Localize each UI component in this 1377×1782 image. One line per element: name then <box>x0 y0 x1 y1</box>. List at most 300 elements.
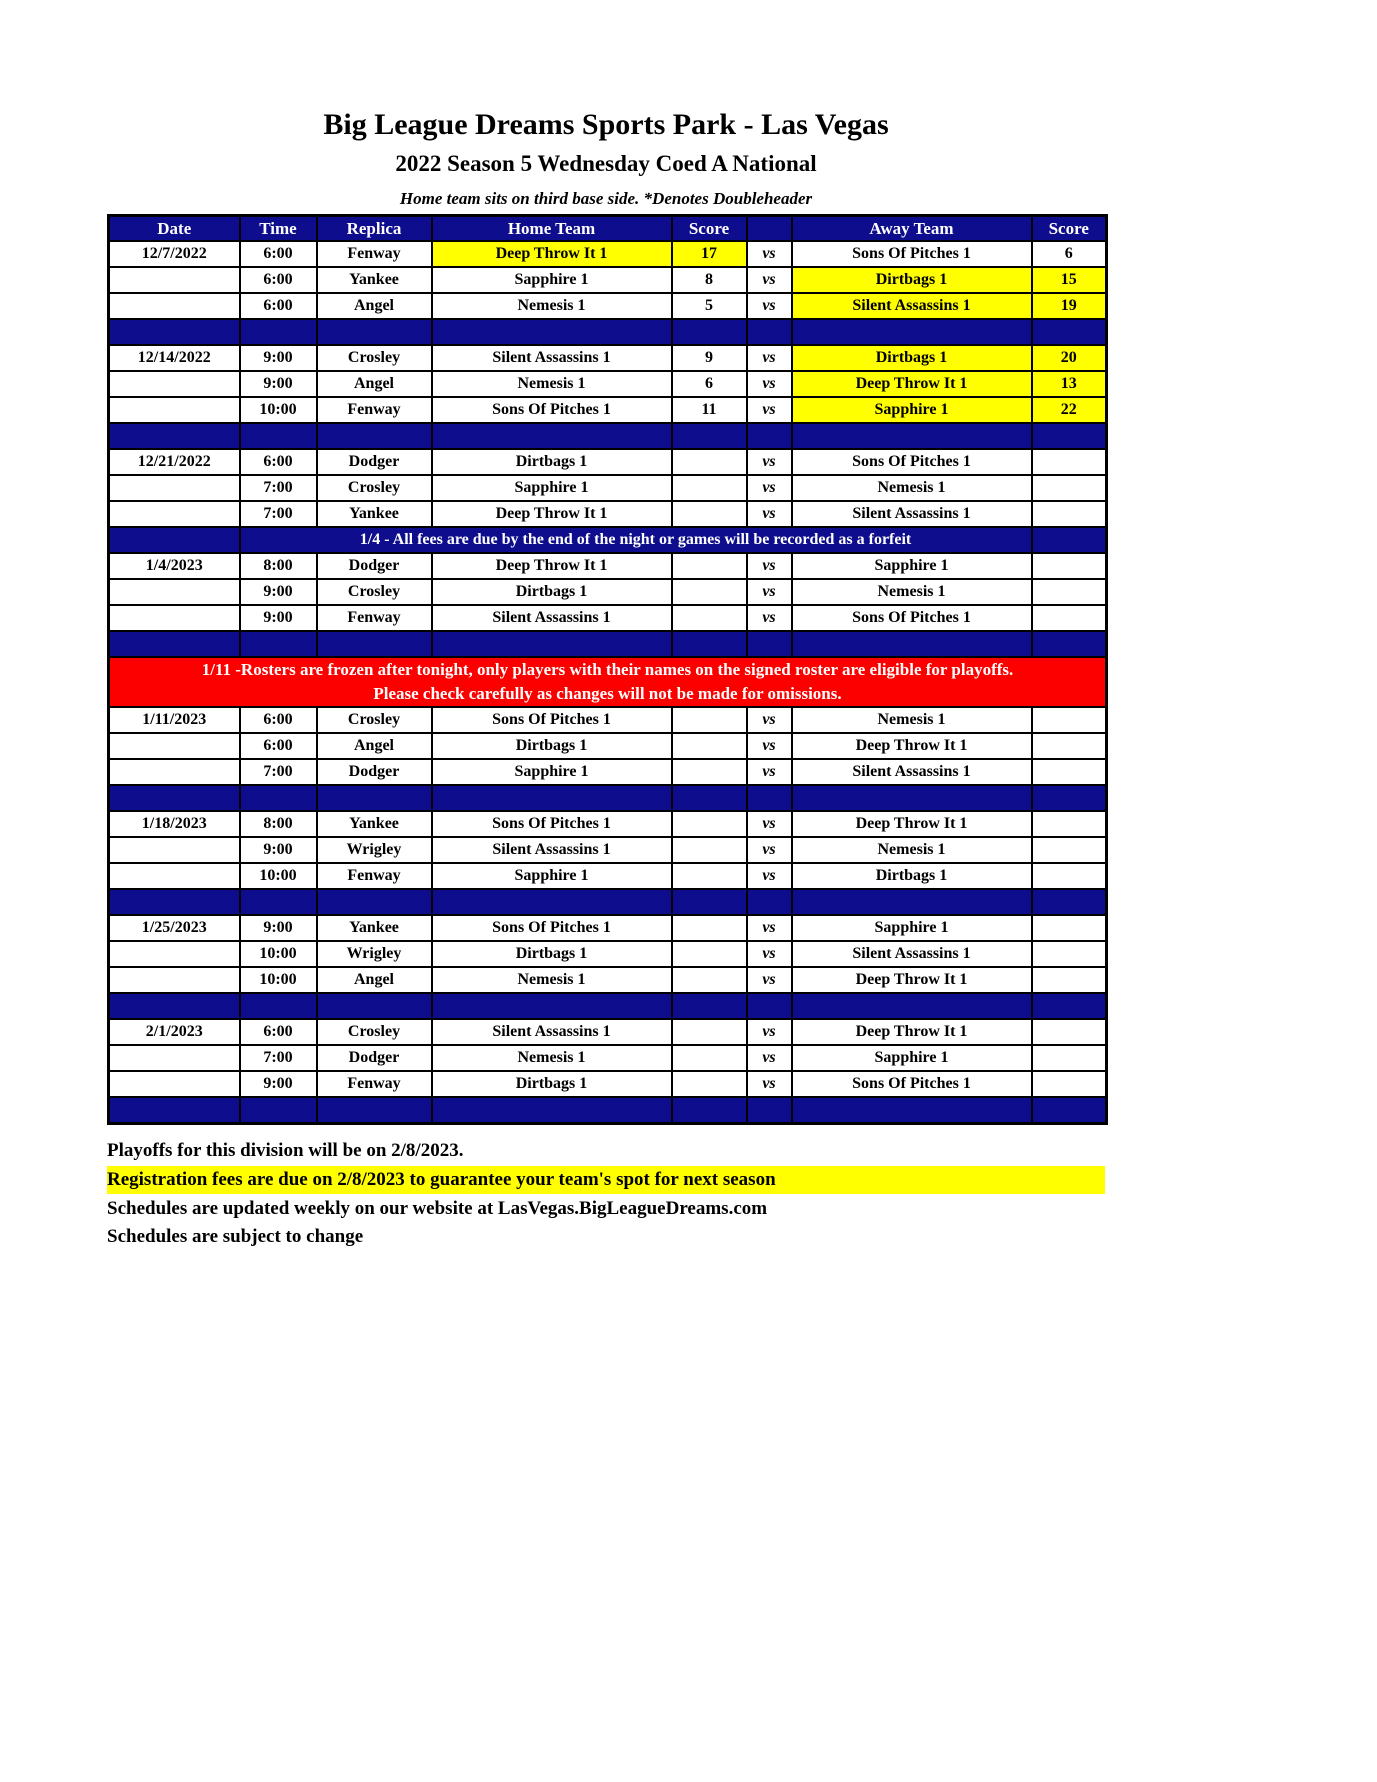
away-team-cell: Nemesis 1 <box>792 837 1032 863</box>
separator-row <box>109 1097 1107 1124</box>
date-cell <box>109 293 240 319</box>
vs-cell: vs <box>747 397 792 423</box>
home-team-cell: Sons Of Pitches 1 <box>432 915 672 941</box>
game-row <box>109 267 1107 293</box>
away-score-cell <box>1032 863 1107 889</box>
game-row <box>109 1045 1107 1071</box>
separator-row <box>109 319 1107 345</box>
game-row <box>109 733 1107 759</box>
time-cell: 7:00 <box>240 1045 317 1071</box>
home-score-cell <box>672 941 747 967</box>
vs-cell: vs <box>747 449 792 475</box>
away-score-cell: 15 <box>1032 267 1107 293</box>
replica-cell: Fenway <box>317 605 432 631</box>
home-score-cell <box>672 605 747 631</box>
away-team-cell: Sons Of Pitches 1 <box>792 605 1032 631</box>
separator-cell <box>317 631 432 657</box>
separator-cell <box>747 631 792 657</box>
time-cell: 6:00 <box>240 449 317 475</box>
home-score-cell <box>672 707 747 733</box>
replica-cell: Yankee <box>317 811 432 837</box>
game-row <box>109 579 1107 605</box>
home-team-cell: Nemesis 1 <box>432 1045 672 1071</box>
notice-row-red <box>109 657 1107 707</box>
home-team-cell: Silent Assassins 1 <box>432 837 672 863</box>
time-cell: 9:00 <box>240 579 317 605</box>
time-cell: 8:00 <box>240 811 317 837</box>
home-team-cell: Sons Of Pitches 1 <box>432 397 672 423</box>
replica-cell: Fenway <box>317 1071 432 1097</box>
home-score-cell <box>672 1071 747 1097</box>
replica-cell: Wrigley <box>317 941 432 967</box>
away-score-cell <box>1032 449 1107 475</box>
game-row <box>109 837 1107 863</box>
notice-text <box>109 657 1107 707</box>
time-cell: 6:00 <box>240 707 317 733</box>
separator-cell <box>1032 1097 1107 1124</box>
separator-cell <box>109 319 240 345</box>
replica-cell: Crosley <box>317 1019 432 1045</box>
away-team-cell: Deep Throw It 1 <box>792 733 1032 759</box>
time-cell: 10:00 <box>240 941 317 967</box>
vs-cell: vs <box>747 1019 792 1045</box>
separator-cell <box>1032 319 1107 345</box>
time-cell: 9:00 <box>240 1071 317 1097</box>
game-row <box>109 345 1107 371</box>
date-cell: 1/11/2023 <box>109 707 240 733</box>
away-team-cell: Nemesis 1 <box>792 579 1032 605</box>
separator-cell <box>240 319 317 345</box>
date-cell: 1/4/2023 <box>109 553 240 579</box>
separator-cell <box>747 993 792 1019</box>
separator-cell <box>240 889 317 915</box>
subject-to-change-note: Schedules are subject to change <box>107 1226 364 1248</box>
separator-cell <box>1032 993 1107 1019</box>
game-row <box>109 475 1107 501</box>
separator-cell <box>672 785 747 811</box>
game-row <box>109 863 1107 889</box>
home-score-cell: 6 <box>672 371 747 397</box>
separator-cell <box>240 631 317 657</box>
replica-cell: Crosley <box>317 707 432 733</box>
column-header-away-team: Away Team <box>792 216 1032 242</box>
game-row <box>109 553 1107 579</box>
replica-cell: Dodger <box>317 1045 432 1071</box>
date-cell <box>109 371 240 397</box>
time-cell: 9:00 <box>240 837 317 863</box>
game-row <box>109 293 1107 319</box>
time-cell: 6:00 <box>240 241 317 267</box>
replica-cell: Yankee <box>317 501 432 527</box>
time-cell: 7:00 <box>240 759 317 785</box>
date-cell <box>109 605 240 631</box>
home-team-cell: Silent Assassins 1 <box>432 345 672 371</box>
home-score-cell <box>672 579 747 605</box>
schedule-table <box>107 214 1108 1125</box>
time-cell: 7:00 <box>240 501 317 527</box>
date-cell: 12/21/2022 <box>109 449 240 475</box>
vs-cell: vs <box>747 371 792 397</box>
away-score-cell: 20 <box>1032 345 1107 371</box>
separator-cell <box>432 631 672 657</box>
separator-cell <box>240 993 317 1019</box>
home-team-cell: Dirtbags 1 <box>432 1071 672 1097</box>
away-score-cell <box>1032 1019 1107 1045</box>
separator-cell <box>1032 889 1107 915</box>
column-header-date: Date <box>109 216 240 242</box>
table-header-row <box>109 216 1107 242</box>
away-team-cell: Silent Assassins 1 <box>792 293 1032 319</box>
away-team-cell: Dirtbags 1 <box>792 863 1032 889</box>
separator-row <box>109 785 1107 811</box>
away-score-cell: 6 <box>1032 241 1107 267</box>
separator-cell <box>109 631 240 657</box>
vs-cell: vs <box>747 501 792 527</box>
home-team-cell: Dirtbags 1 <box>432 579 672 605</box>
date-cell: 2/1/2023 <box>109 1019 240 1045</box>
away-score-cell: 22 <box>1032 397 1107 423</box>
away-team-cell: Dirtbags 1 <box>792 345 1032 371</box>
separator-cell <box>792 319 1032 345</box>
separator-cell <box>317 993 432 1019</box>
separator-cell <box>792 889 1032 915</box>
replica-cell: Dodger <box>317 759 432 785</box>
separator-cell <box>432 993 672 1019</box>
playoffs-note: Playoffs for this division will be on 2/8/2023. <box>107 1140 464 1162</box>
separator-cell <box>317 889 432 915</box>
separator-cell <box>240 423 317 449</box>
game-row <box>109 707 1107 733</box>
home-score-cell <box>672 1045 747 1071</box>
home-score-cell <box>672 967 747 993</box>
separator-cell <box>317 1097 432 1124</box>
date-cell <box>109 1045 240 1071</box>
separator-cell <box>792 1097 1032 1124</box>
replica-cell: Angel <box>317 733 432 759</box>
home-score-cell <box>672 449 747 475</box>
vs-cell: vs <box>747 733 792 759</box>
separator-cell <box>747 423 792 449</box>
vs-cell: vs <box>747 553 792 579</box>
notice-left-cell <box>109 527 240 553</box>
home-team-cell: Sons Of Pitches 1 <box>432 707 672 733</box>
vs-cell: vs <box>747 759 792 785</box>
separator-cell <box>672 1097 747 1124</box>
time-cell: 9:00 <box>240 605 317 631</box>
home-team-cell: Nemesis 1 <box>432 293 672 319</box>
date-cell <box>109 967 240 993</box>
away-score-cell <box>1032 759 1107 785</box>
game-row <box>109 967 1107 993</box>
notice-line: 1/11 -Rosters are frozen after tonight, only players with their names on the signed roster are eligible for playoffs. <box>201 660 1014 680</box>
separator-cell <box>1032 423 1107 449</box>
date-cell: 1/18/2023 <box>109 811 240 837</box>
home-team-cell: Dirtbags 1 <box>432 733 672 759</box>
game-row <box>109 811 1107 837</box>
home-team-cell: Sapphire 1 <box>432 759 672 785</box>
registration-note: Registration fees are due on 2/8/2023 to guarantee your team's spot for next season <box>107 1166 1105 1194</box>
away-score-cell <box>1032 475 1107 501</box>
time-cell: 9:00 <box>240 371 317 397</box>
home-team-cell: Deep Throw It 1 <box>432 241 672 267</box>
separator-row <box>109 631 1107 657</box>
home-team-cell: Sapphire 1 <box>432 863 672 889</box>
game-row <box>109 915 1107 941</box>
date-cell <box>109 733 240 759</box>
separator-cell <box>747 785 792 811</box>
page-content <box>107 108 1105 1251</box>
vs-cell: vs <box>747 967 792 993</box>
away-team-cell: Deep Throw It 1 <box>792 371 1032 397</box>
vs-cell: vs <box>747 941 792 967</box>
away-score-cell <box>1032 811 1107 837</box>
date-cell <box>109 941 240 967</box>
home-score-cell <box>672 553 747 579</box>
time-cell: 10:00 <box>240 967 317 993</box>
column-header-replica: Replica <box>317 216 432 242</box>
home-score-cell <box>672 1019 747 1045</box>
separator-cell <box>432 319 672 345</box>
game-row <box>109 501 1107 527</box>
time-cell: 8:00 <box>240 553 317 579</box>
vs-cell: vs <box>747 267 792 293</box>
replica-cell: Yankee <box>317 267 432 293</box>
game-row <box>109 759 1107 785</box>
home-team-cell: Sapphire 1 <box>432 267 672 293</box>
date-cell <box>109 579 240 605</box>
time-cell: 10:00 <box>240 397 317 423</box>
away-team-cell: Deep Throw It 1 <box>792 811 1032 837</box>
vs-cell: vs <box>747 707 792 733</box>
away-team-cell: Nemesis 1 <box>792 475 1032 501</box>
time-cell: 9:00 <box>240 345 317 371</box>
replica-cell: Angel <box>317 293 432 319</box>
vs-cell: vs <box>747 863 792 889</box>
away-score-cell <box>1032 1071 1107 1097</box>
vs-cell: vs <box>747 293 792 319</box>
home-score-cell: 8 <box>672 267 747 293</box>
away-team-cell: Sons Of Pitches 1 <box>792 241 1032 267</box>
vs-cell: vs <box>747 241 792 267</box>
separator-cell <box>747 319 792 345</box>
website-note: Schedules are updated weekly on our website at LasVegas.BigLeagueDreams.com <box>107 1198 768 1220</box>
away-score-cell <box>1032 941 1107 967</box>
away-score-cell <box>1032 553 1107 579</box>
column-header-home-team: Home Team <box>432 216 672 242</box>
replica-cell: Crosley <box>317 579 432 605</box>
away-team-cell: Silent Assassins 1 <box>792 941 1032 967</box>
away-team-cell: Silent Assassins 1 <box>792 501 1032 527</box>
separator-cell <box>792 785 1032 811</box>
vs-cell: vs <box>747 1045 792 1071</box>
home-team-cell: Deep Throw It 1 <box>432 501 672 527</box>
notice-right-cell <box>1032 527 1107 553</box>
away-team-cell: Deep Throw It 1 <box>792 1019 1032 1045</box>
separator-cell <box>240 1097 317 1124</box>
separator-cell <box>432 889 672 915</box>
date-cell: 12/7/2022 <box>109 241 240 267</box>
page-title: Big League Dreams Sports Park - Las Vegas <box>323 108 889 141</box>
home-team-cell: Dirtbags 1 <box>432 449 672 475</box>
separator-cell <box>672 631 747 657</box>
home-score-cell: 5 <box>672 293 747 319</box>
home-team-note: Home team sits on third base side. *Denotes Doubleheader <box>399 188 813 208</box>
date-cell <box>109 397 240 423</box>
away-team-cell: Nemesis 1 <box>792 707 1032 733</box>
separator-row <box>109 423 1107 449</box>
vs-cell: vs <box>747 345 792 371</box>
date-cell <box>109 863 240 889</box>
away-score-cell <box>1032 605 1107 631</box>
date-cell <box>109 759 240 785</box>
replica-cell: Dodger <box>317 449 432 475</box>
date-cell: 12/14/2022 <box>109 345 240 371</box>
vs-cell: vs <box>747 605 792 631</box>
home-score-cell <box>672 501 747 527</box>
home-score-cell <box>672 759 747 785</box>
away-score-cell: 19 <box>1032 293 1107 319</box>
replica-cell: Dodger <box>317 553 432 579</box>
time-cell: 6:00 <box>240 267 317 293</box>
separator-cell <box>109 785 240 811</box>
replica-cell: Fenway <box>317 397 432 423</box>
home-team-cell: Dirtbags 1 <box>432 941 672 967</box>
time-cell: 7:00 <box>240 475 317 501</box>
time-cell: 6:00 <box>240 1019 317 1045</box>
separator-cell <box>317 319 432 345</box>
separator-row <box>109 889 1107 915</box>
vs-cell: vs <box>747 811 792 837</box>
away-score-cell <box>1032 915 1107 941</box>
away-team-cell: Sons Of Pitches 1 <box>792 449 1032 475</box>
separator-cell <box>672 889 747 915</box>
vs-cell: vs <box>747 837 792 863</box>
replica-cell: Angel <box>317 371 432 397</box>
home-team-cell: Sapphire 1 <box>432 475 672 501</box>
away-team-cell: Sapphire 1 <box>792 1045 1032 1071</box>
notice-row-blue <box>109 527 1107 553</box>
home-score-cell <box>672 915 747 941</box>
game-row <box>109 449 1107 475</box>
replica-cell: Fenway <box>317 241 432 267</box>
away-score-cell <box>1032 1045 1107 1071</box>
column-header-away-score: Score <box>1032 216 1107 242</box>
time-cell: 9:00 <box>240 915 317 941</box>
separator-cell <box>432 785 672 811</box>
away-team-cell: Sapphire 1 <box>792 397 1032 423</box>
separator-cell <box>747 889 792 915</box>
away-score-cell <box>1032 579 1107 605</box>
home-score-cell <box>672 733 747 759</box>
away-team-cell: Sons Of Pitches 1 <box>792 1071 1032 1097</box>
away-score-cell <box>1032 967 1107 993</box>
game-row <box>109 605 1107 631</box>
away-team-cell: Silent Assassins 1 <box>792 759 1032 785</box>
home-team-cell: Silent Assassins 1 <box>432 1019 672 1045</box>
separator-cell <box>240 785 317 811</box>
home-score-cell: 17 <box>672 241 747 267</box>
home-score-cell: 11 <box>672 397 747 423</box>
away-team-cell: Dirtbags 1 <box>792 267 1032 293</box>
away-score-cell <box>1032 733 1107 759</box>
replica-cell: Fenway <box>317 863 432 889</box>
game-row <box>109 1071 1107 1097</box>
home-team-cell: Silent Assassins 1 <box>432 605 672 631</box>
away-score-cell <box>1032 501 1107 527</box>
time-cell: 6:00 <box>240 733 317 759</box>
away-team-cell: Sapphire 1 <box>792 915 1032 941</box>
away-team-cell: Sapphire 1 <box>792 553 1032 579</box>
separator-cell <box>747 1097 792 1124</box>
date-cell: 1/25/2023 <box>109 915 240 941</box>
season-subtitle: 2022 Season 5 Wednesday Coed A National <box>395 150 817 176</box>
notice-text: 1/4 - All fees are due by the end of the night or games will be recorded as a forfeit <box>240 527 1032 553</box>
date-cell <box>109 475 240 501</box>
separator-cell <box>672 319 747 345</box>
game-row <box>109 371 1107 397</box>
date-cell <box>109 837 240 863</box>
separator-cell <box>432 1097 672 1124</box>
replica-cell: Crosley <box>317 475 432 501</box>
replica-cell: Angel <box>317 967 432 993</box>
vs-cell: vs <box>747 915 792 941</box>
vs-cell: vs <box>747 1071 792 1097</box>
replica-cell: Yankee <box>317 915 432 941</box>
separator-row <box>109 993 1107 1019</box>
home-score-cell: 9 <box>672 345 747 371</box>
home-team-cell: Nemesis 1 <box>432 967 672 993</box>
separator-cell <box>317 423 432 449</box>
separator-cell <box>109 423 240 449</box>
game-row <box>109 941 1107 967</box>
footer <box>107 1137 1105 1251</box>
column-header-vs <box>747 216 792 242</box>
home-team-cell: Nemesis 1 <box>432 371 672 397</box>
separator-cell <box>792 631 1032 657</box>
date-cell <box>109 267 240 293</box>
notice-line: Please check carefully as changes will not be made for omissions. <box>373 684 842 704</box>
home-score-cell <box>672 811 747 837</box>
separator-cell <box>432 423 672 449</box>
replica-cell: Crosley <box>317 345 432 371</box>
home-team-cell: Deep Throw It 1 <box>432 553 672 579</box>
separator-cell <box>1032 785 1107 811</box>
replica-cell: Wrigley <box>317 837 432 863</box>
column-header-home-score: Score <box>672 216 747 242</box>
game-row <box>109 397 1107 423</box>
separator-cell <box>109 889 240 915</box>
time-cell: 6:00 <box>240 293 317 319</box>
separator-cell <box>672 423 747 449</box>
vs-cell: vs <box>747 579 792 605</box>
time-cell: 10:00 <box>240 863 317 889</box>
away-score-cell <box>1032 707 1107 733</box>
separator-cell <box>672 993 747 1019</box>
away-score-cell <box>1032 837 1107 863</box>
separator-cell <box>317 785 432 811</box>
separator-cell <box>792 423 1032 449</box>
date-cell <box>109 1071 240 1097</box>
game-row <box>109 241 1107 267</box>
home-team-cell: Sons Of Pitches 1 <box>432 811 672 837</box>
away-team-cell: Deep Throw It 1 <box>792 967 1032 993</box>
home-score-cell <box>672 837 747 863</box>
away-score-cell: 13 <box>1032 371 1107 397</box>
date-cell <box>109 501 240 527</box>
home-score-cell <box>672 863 747 889</box>
separator-cell <box>109 1097 240 1124</box>
separator-cell <box>109 993 240 1019</box>
